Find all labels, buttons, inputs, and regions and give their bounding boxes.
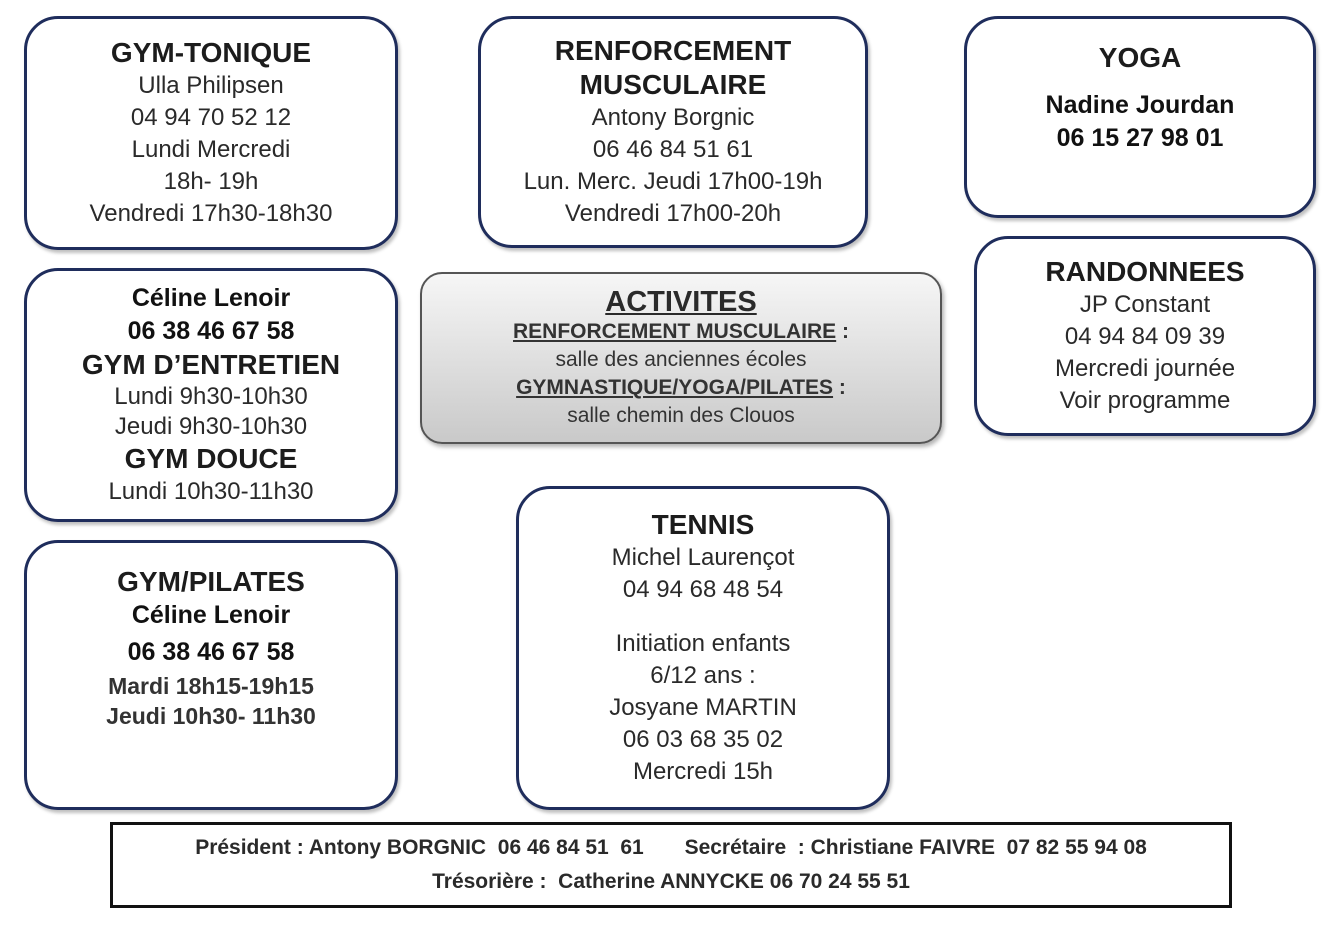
tennis-coach: Josyane MARTIN (609, 694, 797, 721)
tennis-card (516, 486, 890, 810)
randonnees-card (974, 236, 1316, 436)
yoga-phone: 06 15 27 98 01 (1056, 124, 1224, 152)
renforcement-title-1: RENFORCEMENT (554, 35, 792, 66)
footer-line-2: Trésorière : Catherine ANNYCKE 06 70 24 55 51 (432, 870, 910, 893)
gym-douce-schedule: Lundi 10h30-11h30 (108, 478, 314, 505)
gym-entretien-title: GYM D’ENTRETIEN (81, 349, 341, 380)
activites-heading-2 (516, 374, 846, 402)
gym-tonique-contact: Ulla Philipsen (138, 72, 284, 99)
gym-tonique-phone: 04 94 70 52 12 (130, 104, 292, 131)
activites-heading-1-colon: : (836, 320, 849, 343)
gym-tonique-extra: Vendredi 17h30-18h30 (89, 200, 333, 227)
randonnees-note: Voir programme (1059, 387, 1231, 414)
activites-heading-2-label: GYMNASTIQUE/YOGA/PILATES (516, 376, 834, 399)
yoga-card (964, 16, 1316, 218)
randonnees-phone: 04 94 84 09 39 (1064, 323, 1226, 350)
tennis-coach-phone: 06 03 68 35 02 (622, 726, 784, 753)
activites-place-2: salle chemin des Clouos (567, 404, 795, 427)
tennis-initiation-2: 6/12 ans : (650, 662, 756, 689)
gym-tonique-days: Lundi Mercredi (131, 136, 291, 163)
gym-pilates-title: GYM/PILATES (117, 566, 305, 597)
gym-pilates-schedule-2: Jeudi 10h30- 11h30 (106, 703, 316, 729)
tennis-title: TENNIS (651, 509, 755, 540)
gym-pilates-contact: Céline Lenoir (131, 601, 291, 629)
randonnees-schedule: Mercredi journée (1054, 355, 1236, 382)
gym-pilates-phone: 06 38 46 67 58 (127, 638, 295, 666)
activites-heading-1 (513, 318, 849, 346)
gym-tonique-title: GYM-TONIQUE (110, 37, 312, 68)
activites-heading-1-label: RENFORCEMENT MUSCULAIRE (513, 320, 837, 343)
bureau-footer (110, 822, 1232, 908)
gym-douce-title: GYM DOUCE (124, 443, 298, 474)
tennis-schedule: Mercredi 15h (632, 758, 774, 785)
renforcement-schedule-1: Lun. Merc. Jeudi 17h00-19h (523, 168, 823, 195)
gym-pilates-card (24, 540, 398, 810)
randonnees-title: RANDONNEES (1045, 256, 1245, 287)
renforcement-phone: 06 46 84 51 61 (592, 136, 754, 163)
renforcement-title-2: MUSCULAIRE (579, 69, 767, 100)
tennis-contact: Michel Laurençot (611, 544, 795, 571)
gym-entretien-phone: 06 38 46 67 58 (127, 317, 295, 345)
tennis-phone: 04 94 68 48 54 (622, 576, 784, 603)
gym-pilates-schedule-1: Mardi 18h15-19h15 (108, 673, 314, 699)
gym-entretien-contact: Céline Lenoir (131, 284, 291, 312)
activites-title: ACTIVITES (605, 286, 757, 318)
yoga-contact: Nadine Jourdan (1045, 91, 1235, 119)
renforcement-schedule-2: Vendredi 17h00-20h (564, 200, 782, 227)
gym-entretien-schedule-2: Jeudi 9h30-10h30 (114, 413, 308, 440)
activites-heading-2-colon: : (833, 376, 846, 399)
yoga-title: YOGA (1098, 42, 1182, 73)
footer-line-1: Président : Antony BORGNIC 06 46 84 51 61 Secrétaire : Christiane FAIVRE 07 82 55 94 08 (195, 836, 1147, 859)
gym-tonique-card (24, 16, 398, 250)
renforcement-contact: Antony Borgnic (591, 104, 755, 131)
renforcement-card (478, 16, 868, 248)
gym-entretien-card (24, 268, 398, 522)
activites-panel (420, 272, 942, 444)
gym-tonique-hours: 18h- 19h (163, 168, 259, 195)
activites-place-1: salle des anciennes écoles (555, 348, 807, 371)
randonnees-contact: JP Constant (1079, 291, 1211, 318)
tennis-initiation-1: Initiation enfants (615, 630, 791, 657)
gym-entretien-schedule-1: Lundi 9h30-10h30 (114, 383, 308, 410)
